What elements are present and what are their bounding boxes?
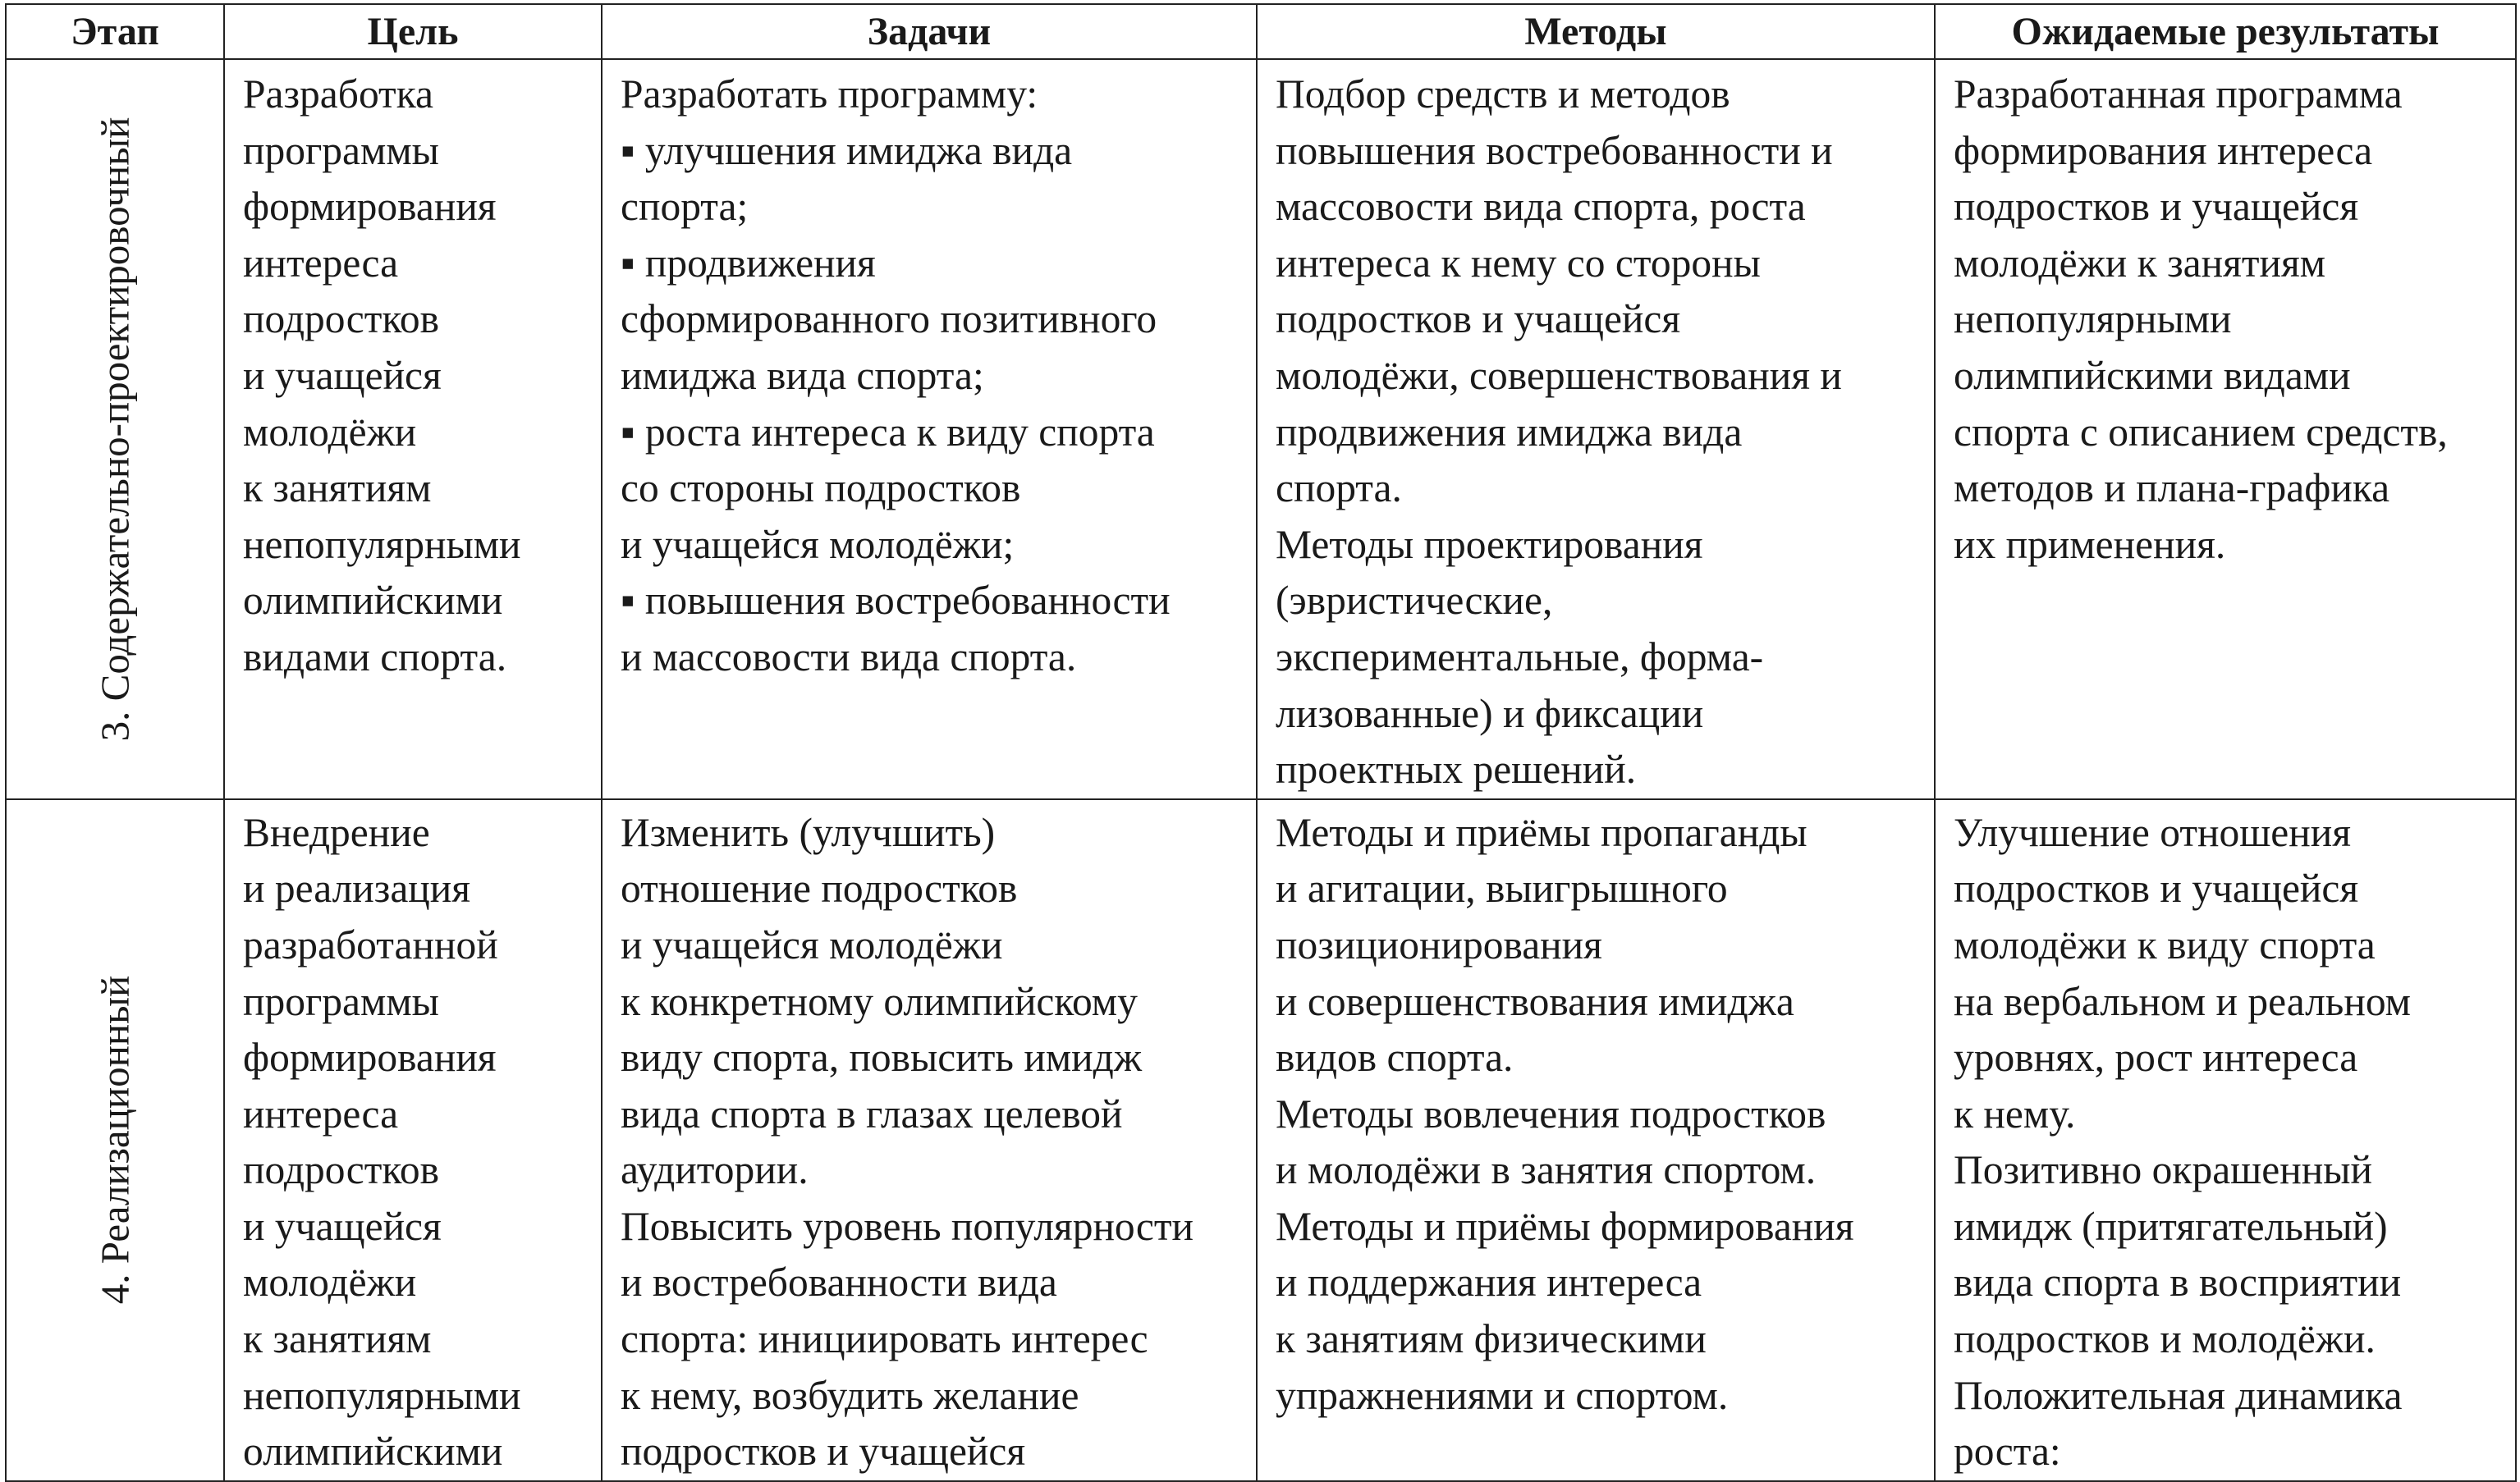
stage-label: 3. Содержательно-проектировочный [92, 117, 138, 742]
methods-text: Методы и приёмы пропаганды и агитации, выигрышного позиционирования и совершенствования имиджа видов спорта. Методы вовлечения подростков и молодёжи в занятия спортом. Методы и приёмы формирования и поддержания интереса к занятиям физическими упражнениями и спортом. [1276, 809, 1854, 1418]
header-methods: Методы [1257, 4, 1935, 59]
header-goal: Цель [224, 4, 602, 59]
stage-label: 4. Реализационный [92, 976, 138, 1305]
results-cell [1935, 59, 2516, 799]
tasks-text: Разработать программу: ▪ улучшения имиджа вида спорта; ▪ продвижения сформированного позитивного имиджа вида спорта; ▪ роста интереса к виду спорта со стороны подростков и учащейся молодёжи; ▪ повышения востребованности и массовости вида спорта. [621, 71, 1171, 679]
program-stages-table [5, 3, 2517, 1482]
tasks-cell [602, 799, 1257, 1481]
header-results: Ожидаемые результаты [1935, 4, 2516, 59]
goal-cell [224, 59, 602, 799]
goal-text: Внедрение и реализация разработанной программы формирования интереса подростков и учащейся молодёжи к занятиям непопулярными олимпийскими [243, 809, 521, 1475]
results-text: Разработанная программа формирования интереса подростков и учащейся молодёжи к занятиям непопулярными олимпийскими видами спорта с описанием средств, методов и плана-графика их применения. [1954, 71, 2448, 567]
goal-cell [224, 799, 602, 1481]
stage-cell [6, 799, 224, 1481]
results-text: Улучшение отношения подростков и учащейся молодёжи к виду спорта на вербальном и реальном уровнях, рост интереса к нему. Позитивно окрашенный имидж (притягательный) вида спорта в восприятии подростков и молодёжи. Положительная динамика роста: [1954, 809, 2411, 1475]
table-row [6, 799, 2516, 1481]
tasks-cell [602, 59, 1257, 799]
methods-cell [1257, 59, 1935, 799]
header-row [6, 4, 2516, 59]
header-stage: Этап [6, 4, 224, 59]
header-tasks: Задачи [602, 4, 1257, 59]
tasks-text: Изменить (улучшить) отношение подростков и учащейся молодёжи к конкретному олимпийскому виду спорта, повысить имидж вида спорта в глазах целевой аудитории. Повысить уровень популярности и востребованности вида спорта: инициировать интерес к нему, возбудить желание подростков и учащейся [621, 809, 1194, 1475]
goal-text: Разработка программы формирования интереса подростков и учащейся молодёжи к занятиям непопулярными олимпийскими видами спорта. [243, 71, 521, 679]
methods-text: Подбор средств и методов повышения востребованности и массовости вида спорта, роста интереса к нему со стороны подростков и учащейся молодёжи, совершенствования и продвижения имиджа вида спорта. Методы проектирования (эвристические, экспериментальные, форма- лизованные) и фиксации проектных решений. [1276, 71, 1842, 793]
methods-cell [1257, 799, 1935, 1481]
results-cell [1935, 799, 2516, 1481]
table-row [6, 59, 2516, 799]
stage-cell [6, 59, 224, 799]
